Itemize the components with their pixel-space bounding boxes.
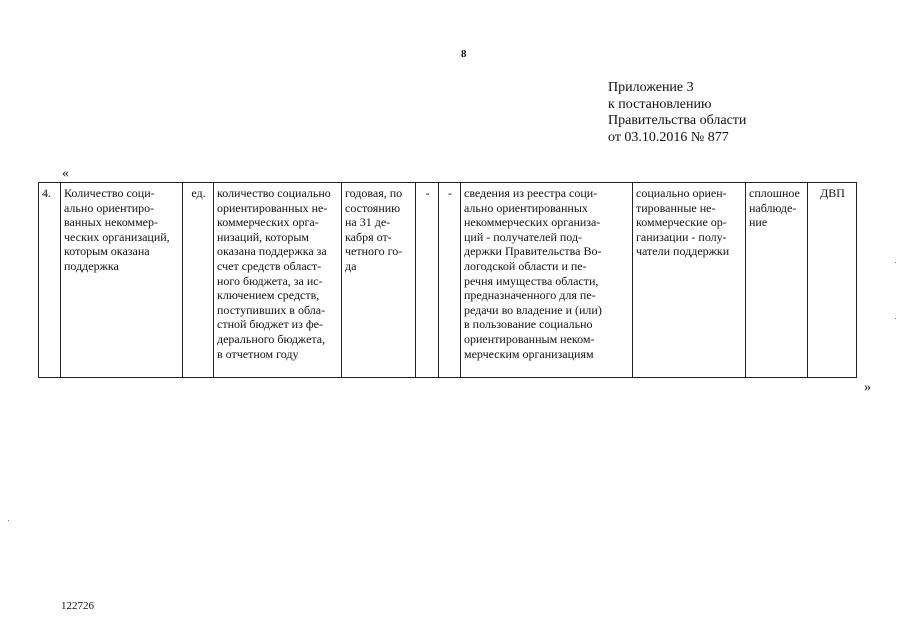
observation-unit-cell [633, 183, 746, 378]
scan-speck [895, 262, 896, 263]
cell-line: наблюде- [749, 200, 797, 215]
unit-cell: ед. [183, 183, 214, 378]
cell-line: тированные не- [636, 200, 716, 215]
cell-line: ций - получателей под- [464, 229, 583, 244]
cell-line: предназначенного для пе- [464, 288, 596, 303]
cell-line: социально ориен- [636, 186, 727, 200]
table-row [39, 183, 857, 378]
cell-line: ного бюджета, за ис- [217, 273, 323, 288]
cell-line: поддержка [64, 258, 119, 273]
cell-line: логодской области и пе- [464, 258, 587, 273]
cell-line: сплошное [749, 186, 800, 200]
indicator-name-cell [61, 183, 183, 378]
cell-line: сведения из реестра соци- [464, 186, 598, 200]
cell-line: кабря от- [345, 229, 392, 244]
cell-line: редачи во владение и (или) [464, 302, 602, 317]
cell-line: оказана поддержка за [217, 244, 327, 259]
cell-line: чатели поддержки [636, 244, 730, 259]
cell-line: ключением средств, [217, 288, 320, 303]
cell-line: да [345, 258, 357, 273]
cell-line: коммерческих орга- [217, 215, 319, 230]
cell-line: ально ориентиро- [64, 200, 155, 215]
dash-cell-1: - [416, 183, 439, 378]
method-cell [746, 183, 808, 378]
cell-line: дерального бюджета, [217, 331, 326, 346]
dash-cell-2: - [439, 183, 461, 378]
cell-line: ально ориентированных [464, 200, 588, 215]
cell-line: которым оказана [64, 244, 150, 259]
closing-quote: » [864, 380, 871, 395]
cell-line: ганизации - полу- [636, 229, 727, 244]
cell-line: ванных некоммер- [64, 215, 158, 230]
appendix-line-title: Приложение 3 [608, 80, 694, 95]
cell-line: годовая, по [345, 186, 403, 200]
document-code: 122726 [61, 600, 94, 612]
appendix-line-date: от 03.10.2016 № 877 [608, 129, 729, 145]
cell-line: ориентированных не- [217, 200, 328, 215]
appendix-header [608, 80, 746, 146]
cell-line: поступивших в обла- [217, 302, 326, 317]
cell-line: низаций, которым [217, 229, 309, 244]
row-number-cell: 4. [39, 183, 61, 378]
cell-line: в пользование социально [464, 317, 593, 332]
cell-line: четного го- [345, 244, 403, 259]
scan-speck [895, 318, 896, 319]
cell-line: ориентированным неком- [464, 331, 595, 346]
appendix-line-government: Правительства области [608, 113, 747, 128]
cell-line: ческих организаций, [64, 229, 170, 244]
opening-quote: « [62, 166, 69, 181]
indicator-table [38, 182, 857, 378]
cell-line: на 31 де- [345, 215, 391, 230]
cell-line: ние [749, 215, 768, 230]
appendix-line-ref: к постановлению [608, 96, 712, 112]
cell-line: коммерческие ор- [636, 215, 727, 230]
cell-line: количество социально [217, 186, 331, 200]
cell-line: Количество соци- [64, 186, 155, 200]
cell-line: речня имущества области, [464, 273, 599, 288]
page-number: 8 [461, 48, 467, 60]
scan-speck [8, 520, 9, 521]
cell-line: счет средств област- [217, 258, 322, 273]
cell-line: в отчетном году [217, 346, 299, 361]
cell-line: некоммерческих организа- [464, 215, 601, 230]
cell-line: состоянию [345, 200, 401, 215]
cell-line: мерческим организациям [464, 346, 594, 361]
definition-cell [214, 183, 342, 378]
responsible-cell: ДВП [808, 183, 857, 378]
source-cell [461, 183, 633, 378]
periodicity-cell [342, 183, 416, 378]
cell-line: держки Правительства Во- [464, 244, 602, 259]
cell-line: стной бюджет из фе- [217, 317, 323, 332]
